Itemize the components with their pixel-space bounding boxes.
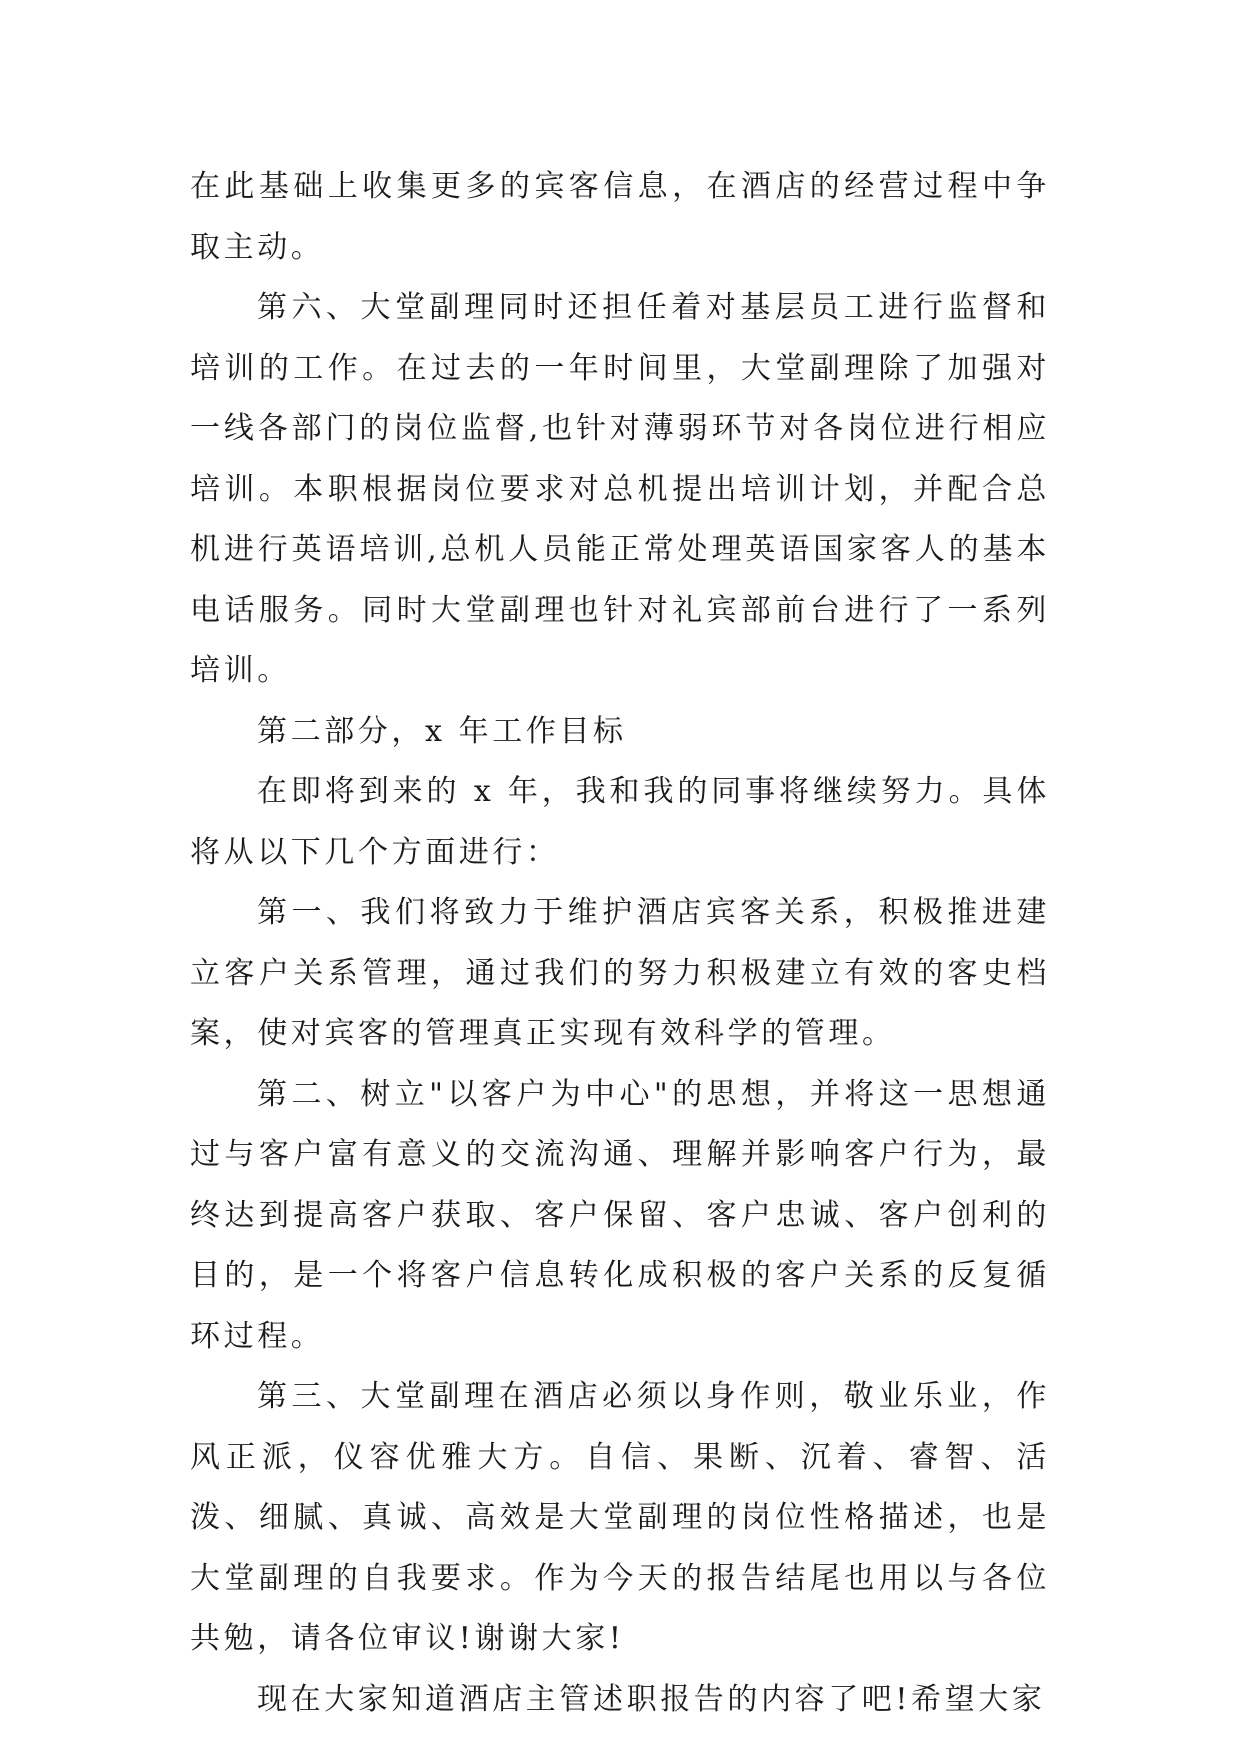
paragraph-2: 第六、大堂副理同时还担任着对基层员工进行监督和培训的工作。在过去的一年时间里，大堂副理除了加强对一线各部门的岗位监督,也针对薄弱环节对各岗位进行相应培训。本职根据岗位要求对总机提出培训计划，并配合总机进行英语培训,总机人员能正常处理英语国家客人的基本电话服务。同时大堂副理也针对礼宾部前台进行了一系列培训。 (190, 290, 1050, 688)
paragraph-1: 在此基础上收集更多的宾客信息，在酒店的经营过程中争取主动。 (190, 169, 1050, 265)
paragraph-5: 第二、树立"以客户为中心"的思想，并将这一思想通过与客户富有意义的交流沟通、理解并影响客户行为，最终达到提高客户获取、客户保留、客户忠诚、客户创利的目的，是一个将客户信息转化成积极的客户关系的反复循环过程。 (190, 1076, 1050, 1354)
paragraph-3: 在即将到来的 x 年，我和我的同事将继续努力。具体将从以下几个方面进行： (190, 774, 1050, 870)
document-body (190, 157, 1050, 1730)
section-heading: 第二部分，x 年工作目标 (257, 713, 627, 749)
paragraph-6: 第三、大堂副理在酒店必须以身作则，敬业乐业，作风正派，仪容优雅大方。自信、果断、沉着、睿智、活泼、细腻、真诚、高效是大堂副理的岗位性格描述，也是大堂副理的自我要求。作为今天的报告结尾也用以与各位共勉，请各位审议!谢谢大家! (190, 1379, 1050, 1656)
paragraph-4: 第一、我们将致力于维护酒店宾客关系，积极推进建立客户关系管理，通过我们的努力积极建立有效的客史档案，使对宾客的管理真正实现有效科学的管理。 (190, 895, 1050, 1051)
paragraph-7: 现在大家知道酒店主管述职报告的内容了吧!希望大家 (257, 1681, 1046, 1717)
